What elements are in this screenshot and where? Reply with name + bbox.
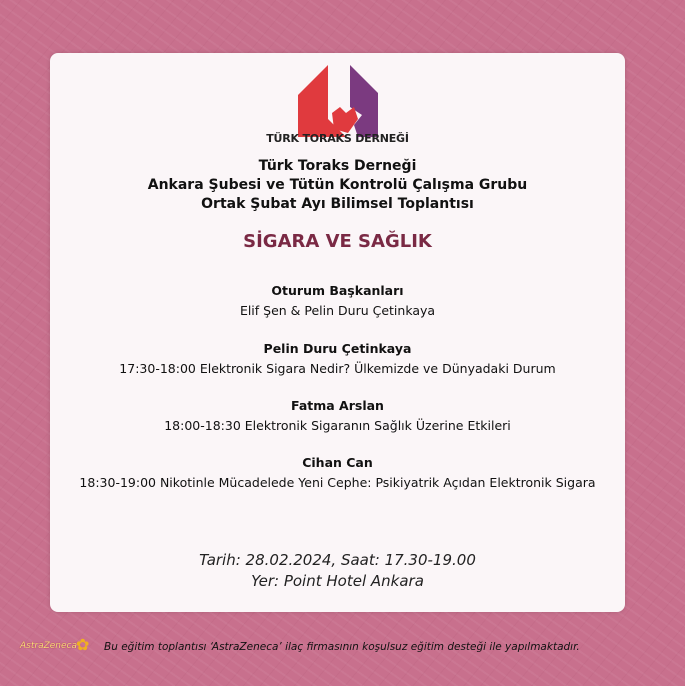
sponsor-bar: [0, 637, 685, 661]
section-detail: 18:30-19:00 Nikotinle Mücadelede Yeni Cephe: Psikiyatrik Açıdan Elektronik Sigara: [79, 475, 596, 490]
section-chairs: [50, 281, 625, 321]
section-talk: [50, 339, 625, 379]
section-detail: 18:00-18:30 Elektronik Sigaranın Sağlık Üzerine Etkileri: [164, 418, 511, 433]
astrazeneca-symbol-icon: ✿: [76, 635, 90, 654]
section-detail: Elif Şen & Pelin Duru Çetinkaya: [239, 303, 436, 318]
event-card: [50, 53, 625, 612]
section-name: Cihan Can: [302, 455, 373, 470]
event-details: [50, 550, 625, 592]
event-date: Tarih: 28.02.2024, Saat: 17.30-19.00: [199, 551, 476, 569]
section-talk: [50, 453, 625, 493]
astrazeneca-logo: AstraZeneca: [20, 641, 77, 651]
event-title: SİGARA VE SAĞLIK: [243, 231, 432, 252]
header-line3: Ortak Şubat Ayı Bilimsel Toplantısı: [201, 196, 474, 212]
logo-text: TÜRK TORAKS DERNEĞİ: [266, 132, 409, 145]
section-name: Pelin Duru Çetinkaya: [263, 341, 412, 356]
section-name: Oturum Başkanları: [271, 283, 404, 298]
section-detail: 17:30-18:00 Elektronik Sigara Nedir? Ülkemizde ve Dünyadaki Durum: [119, 361, 556, 376]
header-line1: Türk Toraks Derneği: [258, 158, 417, 174]
event-venue: Yer: Point Hotel Ankara: [251, 572, 424, 590]
section-talk: [50, 396, 625, 436]
section-name: Fatma Arslan: [291, 398, 384, 413]
sponsor-note: Bu eğitim toplantısı ‘AstraZeneca’ ilaç firmasının koşulsuz eğitim desteği ile yapılmaktadır.: [104, 641, 580, 653]
header: [50, 157, 625, 214]
header-line2: Ankara Şubesi ve Tütün Kontrolü Çalışma Grubu: [147, 177, 528, 193]
